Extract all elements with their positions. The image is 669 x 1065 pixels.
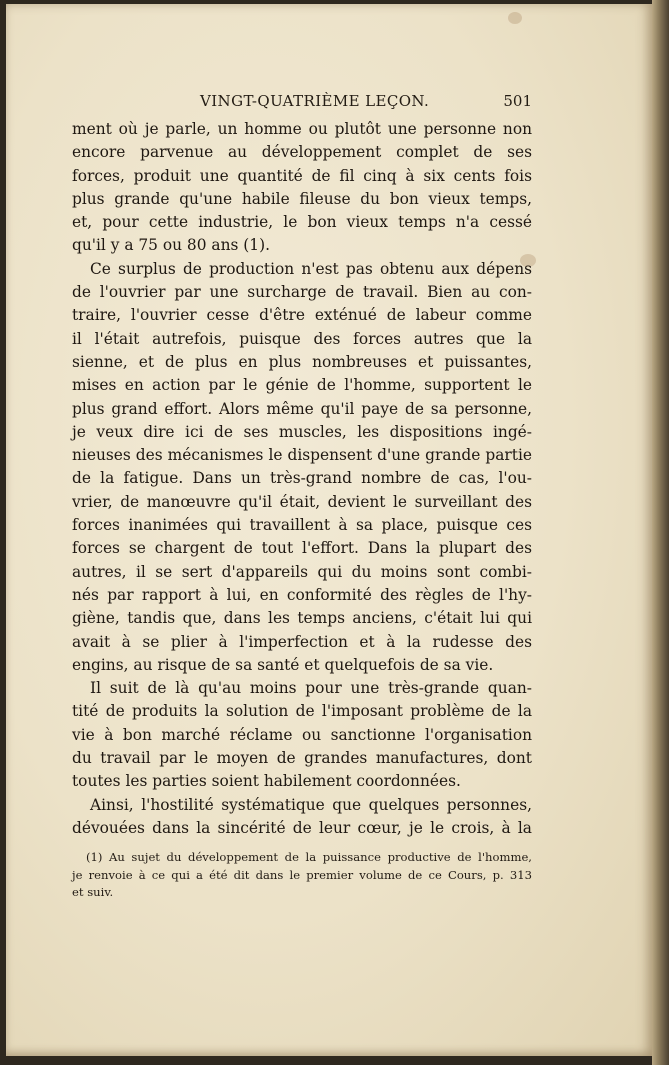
text-line: tité de produits la solution de l'imposant problème de la xyxy=(72,702,532,721)
text-line: de l'ouvrier par une surcharge de travail. Bien au con- xyxy=(72,283,532,302)
text-line: encore parvenue au développement complet de ses xyxy=(72,143,532,162)
text-line: forces, produit une quantité de fil cinq à six cents fois xyxy=(72,166,532,185)
page-edge-shadow xyxy=(652,0,669,1065)
text-line: giène, tandis que, dans les temps anciens, c'était lui qui xyxy=(72,609,532,628)
text-line: vie à bon marché réclame ou sanctionne l'organisation xyxy=(72,725,532,744)
text-line: plus grande qu'une habile fileuse du bon vieux temps, xyxy=(72,189,532,208)
paragraph-start-line: Ainsi, l'hostilité systématique que quelques personnes, xyxy=(90,795,532,814)
text-line: plus grand effort. Alors même qu'il paye de sa personne, xyxy=(72,399,532,418)
paper-stain xyxy=(508,12,522,24)
text-line: il l'était autrefois, puisque des forces autres que la xyxy=(72,329,532,348)
footnote-line: et suiv. xyxy=(72,885,114,899)
text-line: nés par rapport à lui, en conformité des règles de l'hy- xyxy=(72,585,532,604)
text-line: sienne, et de plus en plus nombreuses et puissantes, xyxy=(72,352,532,371)
text-line: et, pour cette industrie, le bon vieux temps n'a cessé xyxy=(72,213,532,232)
page-header xyxy=(72,92,532,116)
paragraph-start-line: Il suit de là qu'au moins pour une très-grande quan- xyxy=(90,679,532,698)
page-number: 501 xyxy=(503,92,532,110)
footnote-line: je renvoie à ce qui a été dit dans le premier volume de ce Cours, p. 313 xyxy=(72,867,532,882)
body-text xyxy=(72,118,532,840)
text-line: forces inanimées qui travaillent à sa place, puisque ces xyxy=(72,516,532,535)
text-line: nieuses des mécanismes le dispensent d'une grande partie xyxy=(72,446,532,465)
text-line: vrier, de manœuvre qu'il était, devient le surveillant des xyxy=(72,492,532,511)
text-line: de la fatigue. Dans un très-grand nombre de cas, l'ou- xyxy=(72,469,532,488)
footnotes xyxy=(72,849,532,902)
text-line: du travail par le moyen de grandes manufactures, dont xyxy=(72,749,532,768)
text-line: traire, l'ouvrier cesse d'être exténué de labeur comme xyxy=(72,306,532,325)
paragraph-start-line: Ce surplus de production n'est pas obtenu aux dépens xyxy=(90,259,532,278)
text-line: qu'il y a 75 ou 80 ans (1). xyxy=(72,236,270,255)
running-title: VINGT-QUATRIÈME LEÇON. xyxy=(200,92,430,110)
text-line: avait à se plier à l'imperfection et à la rudesse des xyxy=(72,632,532,651)
text-line: toutes les parties soient habilement coordonnées. xyxy=(72,772,461,791)
text-line: ment où je parle, un homme ou plutôt une personne non xyxy=(72,120,532,138)
text-line: engins, au risque de sa santé et quelquefois de sa vie. xyxy=(72,655,494,674)
text-line: mises en action par le génie de l'homme, supportent le xyxy=(72,376,532,395)
text-line: je veux dire ici de ses muscles, les dispositions ingé- xyxy=(72,422,532,441)
text-line: autres, il se sert d'appareils qui du moins sont combi- xyxy=(72,562,532,581)
text-line: forces se chargent de tout l'effort. Dans la plupart des xyxy=(72,539,532,558)
text-line: dévouées dans la sincérité de leur cœur, je le crois, à la xyxy=(72,818,532,837)
footnote-line: (1) Au sujet du développement de la puissance productive de l'homme, xyxy=(86,850,532,864)
